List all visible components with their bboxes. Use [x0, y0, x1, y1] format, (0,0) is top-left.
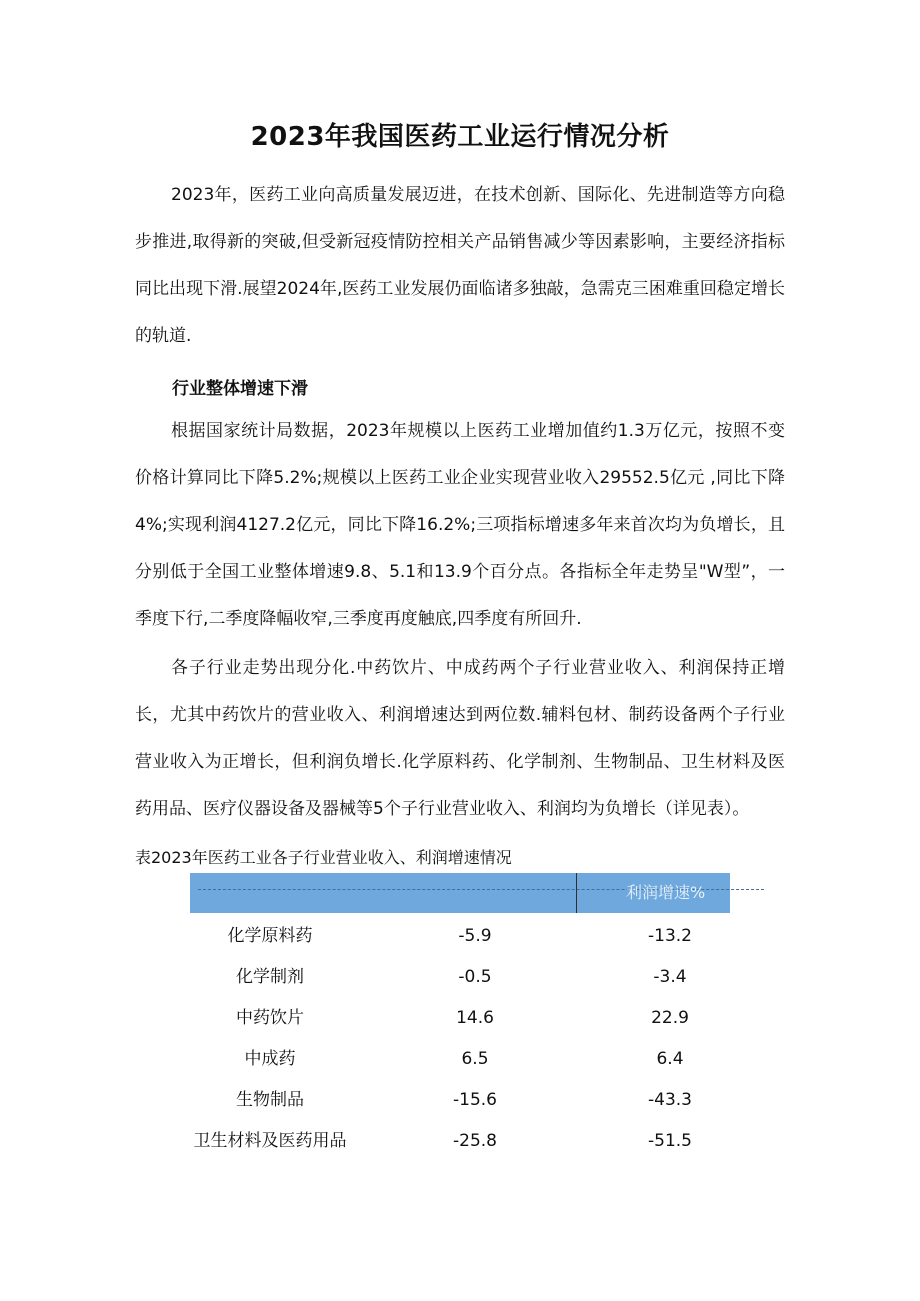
industry-growth-paragraph: 根据国家统计局数据，2023年规模以上医药工业增加值约1.3万亿元，按照不变价格计算同比下降5.2%;规模以上医药工业企业实现营业收入29552.5亿元 ,同比下降4%;实现利润4127.2亿元，同比下降16.2%;三项指标增速多年来首次均为负增长，且分别低于全国工业整体增速9.8、5.1和13.9个百分点。各指标全年走势呈"W型”，一季度下行,二季度降幅收窄,三季度再度触底,四季度有所回升.	[135, 421, 785, 629]
table-row	[190, 1039, 730, 1080]
row-revenue-growth: 14.6	[456, 1008, 494, 1028]
intro-paragraph: 2023年，医药工业向高质量发展迈进，在技术创新、国际化、先进制造等方向稳步推进,取得新的突破,但受新冠疫情防控相关产品销售减少等因素影响，主要经济指标同比出现下滑.展望2024年,医药工业发展仍面临诸多独敲，急需克三困难重回稳定增长的轨道.	[135, 185, 785, 346]
row-revenue-growth: -15.6	[453, 1090, 497, 1110]
document-title: 2023年我国医药工业运行情况分析	[250, 122, 670, 152]
header-cell-revenue-growth	[410, 873, 560, 913]
table-row	[190, 1080, 730, 1121]
row-revenue-growth: -0.5	[458, 967, 492, 987]
section-heading: 行业整体增速下滑	[172, 379, 308, 399]
row-profit-growth: -13.2	[648, 926, 692, 946]
table-body	[190, 916, 730, 1162]
row-revenue-growth: -25.8	[453, 1131, 497, 1151]
header-column-divider	[576, 873, 577, 913]
sub-industry-paragraph: 各子行业走势出现分化.中药饮片、中成药两个子行业营业收入、利润保持正增长，尤其中药饮片的营业收入、利润增速达到两位数.辅料包材、制药设备两个子行业营业收入为正增长，但利润负增长.化学原料药、化学制剂、生物制品、卫生材料及医药用品、医疗仪器设备及器械等5个子行业营业收入、利润均为负增长（详见表）。	[135, 658, 785, 819]
header-cell-profit-growth: 利润增速%	[626, 883, 706, 902]
table-row	[190, 916, 730, 957]
row-subsector-name: 化学原料药	[227, 926, 313, 946]
row-subsector-name: 化学制剂	[236, 967, 304, 987]
row-profit-growth: 22.9	[651, 1008, 689, 1028]
row-subsector-name: 生物制品	[236, 1090, 304, 1110]
row-subsector-name: 中药饮片	[236, 1008, 304, 1028]
row-revenue-growth: -5.9	[458, 926, 492, 946]
row-profit-growth: -43.3	[648, 1090, 692, 1110]
row-revenue-growth: 6.5	[461, 1049, 489, 1069]
header-cell-subsector	[200, 873, 400, 913]
table-row	[190, 957, 730, 998]
table-caption: 表2023年医药工业各子行业营业收入、利润增速情况	[135, 848, 512, 867]
row-profit-growth: -3.4	[653, 967, 687, 987]
row-profit-growth: -51.5	[648, 1131, 692, 1151]
table-row	[190, 1121, 730, 1162]
table-header	[190, 873, 730, 913]
row-profit-growth: 6.4	[656, 1049, 684, 1069]
row-subsector-name: 卫生材料及医药用品	[193, 1131, 347, 1151]
table-row	[190, 998, 730, 1039]
row-subsector-name: 中成药	[244, 1049, 296, 1069]
